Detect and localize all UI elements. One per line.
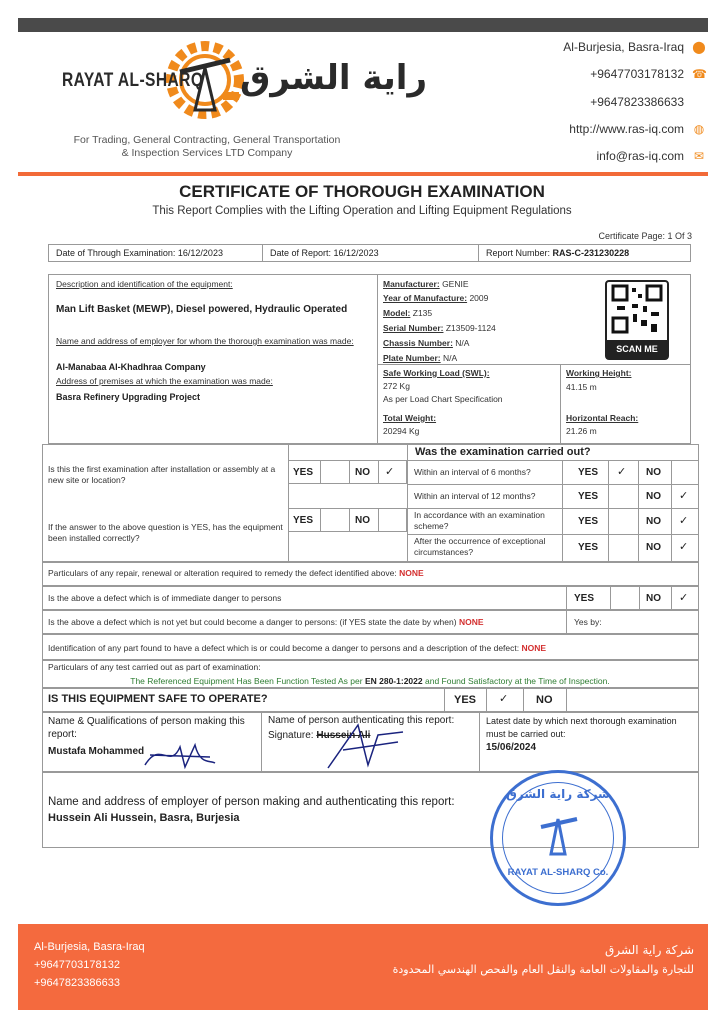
footer-phone-2: +9647823386633 bbox=[34, 977, 120, 989]
making-label: Name & Qualifications of person making this report: bbox=[48, 716, 245, 740]
plate bbox=[383, 353, 457, 363]
divider bbox=[444, 688, 445, 712]
immediate-no-checkmark: ✓ bbox=[679, 592, 689, 604]
divider bbox=[566, 688, 567, 712]
divider bbox=[262, 244, 263, 262]
tests-pre: The Referenced Equipment Has Been Function Tested As per bbox=[130, 676, 363, 686]
not-yet-none: NONE bbox=[458, 617, 484, 627]
divider bbox=[671, 460, 672, 562]
model bbox=[383, 308, 432, 318]
immediate-danger-label: Is the above a defect which is of immediate danger to persons bbox=[48, 593, 282, 603]
qr-code[interactable] bbox=[605, 280, 669, 360]
tests-post: and Found Satisfactory at the Time of Inspection. bbox=[424, 676, 610, 686]
divider bbox=[610, 586, 640, 610]
swl-note: As per Load Chart Specification bbox=[383, 394, 503, 404]
divider bbox=[479, 712, 480, 772]
exceptional-no[interactable]: NO bbox=[646, 542, 661, 553]
working-height-value: 41.15 m bbox=[566, 382, 597, 392]
tests-label: Particulars of any test carried out as part of examination: bbox=[48, 662, 261, 672]
model-label: Model: bbox=[383, 308, 411, 318]
stamp-ar: شركة راية الشرق bbox=[506, 787, 610, 801]
immediate-no[interactable]: NO bbox=[646, 593, 661, 604]
website-link[interactable]: http://www.ras-iq.com bbox=[569, 122, 684, 136]
q1-no-checkmark: ✓ bbox=[385, 466, 395, 478]
exam-date: Date of Through Examination: 16/12/2023 bbox=[56, 248, 223, 258]
qr-code-icon bbox=[607, 282, 667, 338]
report-number bbox=[486, 248, 629, 258]
identification-text: Identification of any part found to have a defect which is or could become a danger to persons and a description of the defect: bbox=[48, 643, 520, 653]
footer-ar-company: شركة راية الشرق bbox=[605, 943, 694, 957]
making-name: Mustafa Mohammed bbox=[48, 746, 145, 757]
not-yet-label bbox=[48, 617, 484, 627]
identification-none: NONE bbox=[521, 643, 547, 653]
divider bbox=[562, 460, 563, 562]
top-bar bbox=[18, 18, 708, 32]
globe-icon: ◍ bbox=[693, 122, 705, 136]
contact-phone-2 bbox=[590, 95, 684, 109]
email-link[interactable]: info@ras-iq.com bbox=[596, 149, 684, 163]
year-label: Year of Manufacture: bbox=[383, 293, 468, 303]
tests-statement bbox=[0, 676, 724, 686]
employer-value: Al-Manabaa Al-Khadhraa Company bbox=[56, 362, 206, 372]
phone-1-text: +9647703178132 bbox=[590, 67, 684, 81]
divider bbox=[261, 712, 262, 772]
footer-contacts bbox=[34, 938, 145, 992]
q1-yes[interactable]: YES bbox=[293, 467, 314, 478]
chassis-value: N/A bbox=[455, 338, 470, 348]
model-value: Z135 bbox=[412, 308, 433, 318]
employer-making-label: Name and address of employer of person making and authenticating this report: bbox=[48, 796, 455, 808]
premises-value: Basra Refinery Upgrading Project bbox=[56, 392, 201, 402]
signature-mustafa-icon bbox=[140, 735, 220, 775]
divider bbox=[671, 586, 672, 610]
serial-value: Z13509-1124 bbox=[445, 323, 496, 333]
company-name-en: RAYAT AL-SHARQ bbox=[62, 70, 204, 91]
divider bbox=[608, 460, 609, 562]
contact-website[interactable] bbox=[569, 122, 706, 136]
auth-label: Name of person authenticating this report: bbox=[268, 715, 455, 726]
q1-no[interactable]: NO bbox=[355, 467, 370, 478]
company-name-ar: راية الشرق bbox=[240, 58, 428, 98]
divider bbox=[378, 508, 379, 532]
tagline-line-1: For Trading, General Contracting, General Transportation bbox=[73, 134, 341, 146]
divider bbox=[407, 444, 408, 562]
divider bbox=[377, 274, 378, 444]
working-height-label: Working Height: bbox=[566, 368, 632, 378]
identification-label bbox=[48, 643, 546, 653]
divider bbox=[407, 484, 699, 485]
certificate-title: CERTIFICATE OF THOROUGH EXAMINATION bbox=[179, 182, 545, 201]
repair-label bbox=[48, 568, 424, 578]
question-first-exam: Is this the first examination after installation or assembly at a new site or location? bbox=[48, 464, 276, 485]
serial bbox=[383, 323, 496, 333]
safe-question: IS THIS EQUIPMENT SAFE TO OPERATE? bbox=[48, 693, 268, 705]
divider bbox=[377, 364, 691, 365]
scan-me-label: SCAN ME bbox=[607, 340, 667, 358]
exceptional-label: After the occurrence of exceptional circumstances? bbox=[414, 536, 546, 557]
q2-yes[interactable]: YES bbox=[293, 515, 314, 526]
desc-value: Man Lift Basket (MEWP), Diesel powered, Hydraulic Operated bbox=[56, 304, 348, 315]
scheme-label: In accordance with an examination scheme? bbox=[414, 510, 545, 531]
divider bbox=[407, 460, 699, 461]
divider bbox=[560, 364, 561, 444]
int12-no[interactable]: NO bbox=[646, 491, 661, 502]
exceptional-yes[interactable]: YES bbox=[578, 542, 599, 553]
q2-no[interactable]: NO bbox=[355, 515, 370, 526]
horizontal-reach-value: 21.26 m bbox=[566, 426, 597, 436]
location-pin-icon: ⬤ bbox=[692, 40, 706, 54]
report-number-label: Report Number: bbox=[486, 248, 551, 258]
question-installed-correctly: If the answer to the above question is YES, has the equipment been installed correctly? bbox=[48, 522, 283, 543]
yes-by-label: Yes by: bbox=[574, 617, 602, 627]
address-text: Al-Burjesia, Basra-Iraq bbox=[563, 40, 684, 54]
tagline-line-2: & Inspection Services LTD Company bbox=[121, 147, 293, 159]
latest-date-label: Latest date by which next thorough examination must be carried out: bbox=[486, 716, 677, 739]
premises-label: Address of premises at which the examination was made: bbox=[56, 376, 273, 386]
divider bbox=[320, 460, 350, 484]
int12-no-checkmark: ✓ bbox=[679, 490, 689, 502]
repair-none: NONE bbox=[399, 568, 424, 578]
footer-phone-1: +9647703178132 bbox=[34, 959, 120, 971]
report-date: Date of Report: 16/12/2023 bbox=[270, 248, 379, 258]
stamp-en: RAYAT AL-SHARQ Co. bbox=[507, 867, 609, 878]
divider bbox=[407, 534, 699, 535]
stamp-derrick-icon bbox=[533, 809, 583, 859]
phone-2-text: +9647823386633 bbox=[590, 95, 684, 109]
divider bbox=[638, 460, 639, 562]
safe-no[interactable]: NO bbox=[536, 694, 553, 706]
plate-label: Plate Number: bbox=[383, 353, 441, 363]
interval-6-label: Within an interval of 6 months? bbox=[414, 467, 531, 477]
plate-value: N/A bbox=[443, 353, 458, 363]
int6-yes[interactable]: YES bbox=[578, 467, 599, 478]
manufacturer-value: GENIE bbox=[442, 279, 469, 289]
serial-label: Serial Number: bbox=[383, 323, 444, 333]
certificate-page: Certificate Page: 1 Of 3 bbox=[598, 231, 692, 241]
exceptional-no-checkmark: ✓ bbox=[679, 541, 689, 553]
chassis-label: Chassis Number: bbox=[383, 338, 453, 348]
scheme-no-checkmark: ✓ bbox=[679, 515, 689, 527]
int6-yes-checkmark: ✓ bbox=[617, 466, 627, 478]
manufacturer-label: Manufacturer: bbox=[383, 279, 440, 289]
company-tagline bbox=[62, 134, 352, 160]
tests-standard: EN 280-1:2022 bbox=[364, 676, 423, 686]
envelope-icon: ✉ bbox=[693, 149, 705, 163]
interval-12-label: Within an interval of 12 months? bbox=[414, 491, 536, 501]
safe-yes-checkmark: ✓ bbox=[499, 693, 509, 705]
divider bbox=[407, 508, 699, 509]
swl-value: 272 Kg bbox=[383, 381, 410, 391]
year bbox=[383, 293, 488, 303]
footer-arabic bbox=[393, 940, 694, 980]
carried-out-heading: Was the examination carried out? bbox=[415, 446, 591, 458]
contact-email[interactable] bbox=[596, 149, 706, 163]
year-value: 2009 bbox=[469, 293, 489, 303]
footer-ar-description: للتجارة والمقاولات العامة والنقل العام والفحص الهندسي المحدودة bbox=[392, 963, 694, 976]
repair-text: Particulars of any repair, renewal or alteration required to remedy the defect identified above: bbox=[48, 568, 397, 578]
contact-address bbox=[563, 40, 706, 54]
certificate-subtitle: This Report Complies with the Lifting Operation and Lifting Equipment Regulations bbox=[152, 205, 572, 217]
safe-yes[interactable]: YES bbox=[454, 694, 477, 706]
total-weight-value: 20294 Kg bbox=[383, 426, 420, 436]
int12-yes[interactable]: YES bbox=[578, 491, 599, 502]
signature-hussein-icon bbox=[318, 720, 413, 775]
swl-label: Safe Working Load (SWL): bbox=[383, 368, 490, 378]
int6-no[interactable]: NO bbox=[646, 467, 661, 478]
horizontal-reach-label: Horizontal Reach: bbox=[566, 413, 639, 423]
immediate-yes[interactable]: YES bbox=[574, 593, 595, 604]
signature-label: Signature: bbox=[268, 730, 314, 741]
latest-date-value: 15/06/2024 bbox=[486, 742, 537, 753]
header-divider bbox=[18, 172, 708, 176]
desc-label: Description and identification of the equipment: bbox=[56, 279, 233, 289]
report-number-value: RAS-C-231230228 bbox=[552, 248, 630, 258]
auth-name: Hussein Ali bbox=[316, 730, 371, 741]
manufacturer bbox=[383, 279, 469, 289]
employer-label: Name and address of employer for whom the thorough examination was made: bbox=[56, 336, 354, 346]
not-yet-text: Is the above a defect which is not yet but could become a danger to persons: (if YES state the date by when) bbox=[48, 617, 457, 627]
footer-address: Al-Burjesia, Basra-Iraq bbox=[34, 941, 145, 953]
total-weight-label: Total Weight: bbox=[383, 413, 437, 423]
scheme-no[interactable]: NO bbox=[646, 516, 661, 527]
telephone-icon: ☎ bbox=[692, 67, 707, 81]
scheme-yes[interactable]: YES bbox=[578, 516, 599, 527]
divider bbox=[320, 508, 350, 532]
company-stamp bbox=[490, 770, 626, 906]
employer-making-value: Hussein Ali Hussein, Basra, Burjesia bbox=[48, 812, 240, 824]
divider bbox=[478, 244, 479, 262]
chassis bbox=[383, 338, 469, 348]
divider bbox=[378, 460, 379, 484]
contact-phone-1 bbox=[590, 67, 706, 81]
